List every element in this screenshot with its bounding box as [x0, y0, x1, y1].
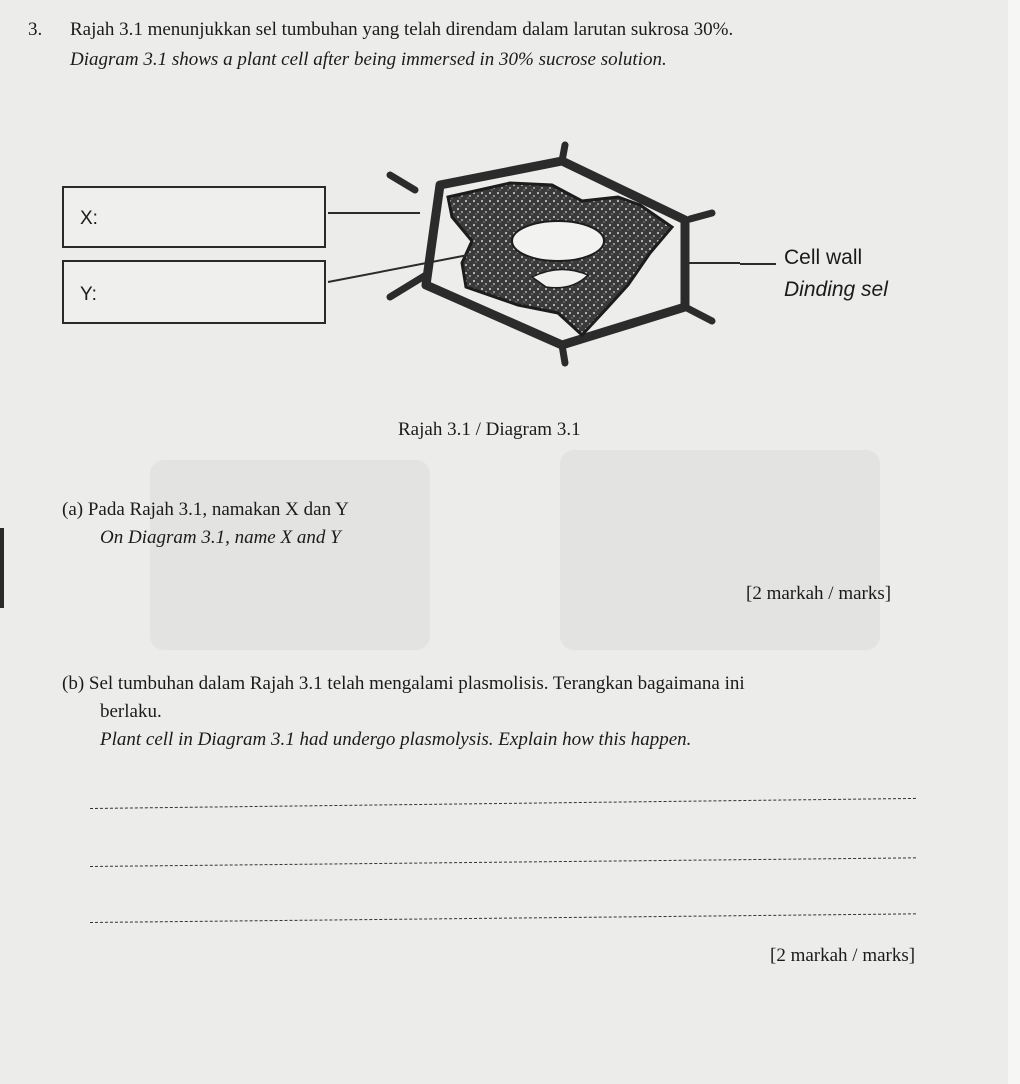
caption-text: Rajah 3.1 / Diagram 3.1	[398, 419, 581, 440]
part-a-prompt-malay: (a) Pada Rajah 3.1, namakan X dan Y	[62, 499, 349, 520]
label-y: Y:	[80, 284, 97, 305]
label-dinding-sel: Dinding sel	[784, 278, 888, 301]
part-a-marks: [2 markah / marks]	[746, 583, 892, 604]
label-x: X:	[80, 208, 98, 229]
part-a-prompt-english: On Diagram 3.1, name X and Y	[100, 527, 341, 548]
label-cell-wall: Cell wall	[784, 246, 863, 269]
answer-box-y[interactable]	[62, 260, 326, 324]
part-b-prompt-english: Plant cell in Diagram 3.1 had undergo plasmolysis. Explain how this happen.	[100, 729, 692, 750]
paper-shadow	[560, 450, 880, 650]
part-b-prompt-malay-line2: berlaku.	[100, 701, 162, 722]
question-number: 3.	[28, 19, 43, 40]
paper-edge	[1008, 0, 1020, 1084]
page-edge-mark	[0, 528, 4, 608]
answer-line[interactable]	[90, 857, 916, 867]
answer-line[interactable]	[90, 798, 916, 809]
answer-line[interactable]	[90, 913, 916, 923]
plant-cell-diagram	[320, 135, 740, 375]
part-b-prompt-malay-line1: (b) Sel tumbuhan dalam Rajah 3.1 telah mengalami plasmolisis. Terangkan bagaimana ini	[62, 673, 745, 694]
vacuole	[512, 221, 604, 261]
question-intro-english: Diagram 3.1 shows a plant cell after being immersed in 30% sucrose solution.	[70, 49, 667, 70]
question-intro-malay: Rajah 3.1 menunjukkan sel tumbuhan yang telah direndam dalam larutan sukrosa 30%.	[70, 19, 734, 40]
answer-box-x[interactable]	[62, 186, 326, 248]
part-b-marks: [2 markah / marks]	[770, 945, 916, 966]
paper-shadow	[150, 460, 430, 650]
diagram-caption	[398, 418, 581, 442]
cell-wall-pointer-extension	[740, 262, 776, 266]
